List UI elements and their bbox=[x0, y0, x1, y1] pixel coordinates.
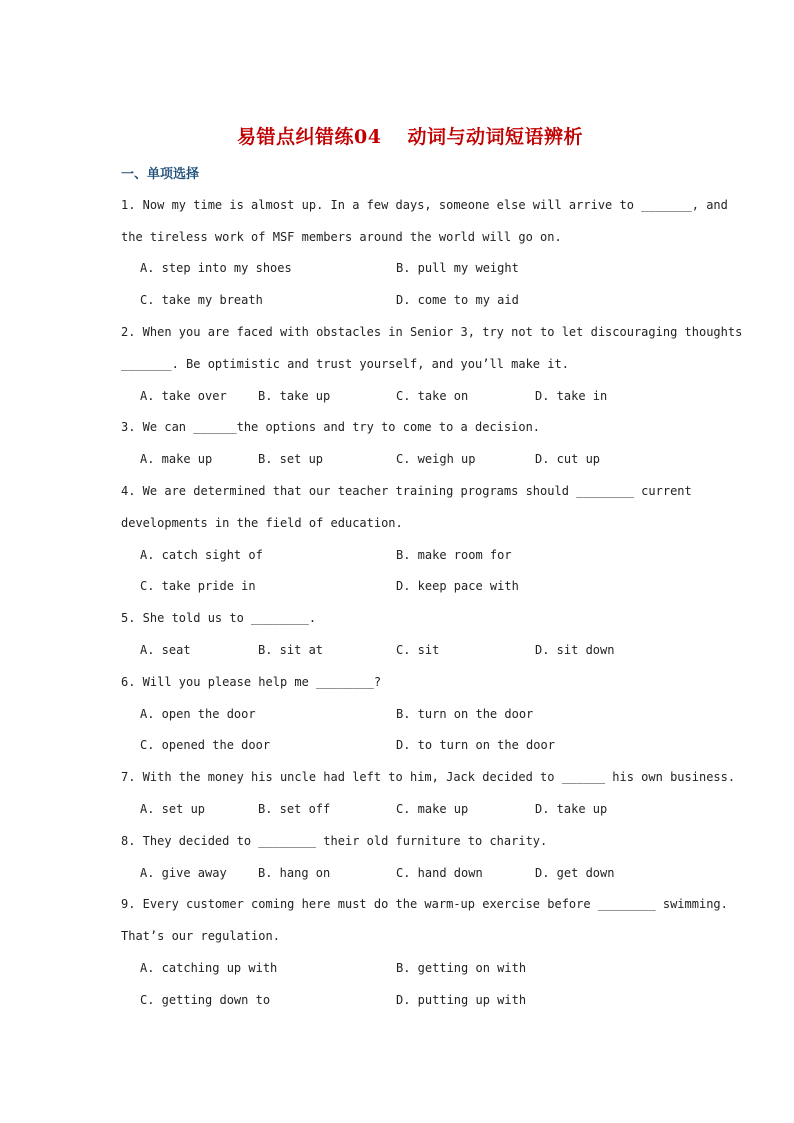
question-3-text: 3. We can ______the options and try to come to a decision. bbox=[121, 420, 541, 434]
question-3-option-b: B. set up bbox=[258, 452, 324, 466]
question-9-option-c: C. getting down to bbox=[140, 993, 271, 1007]
question-9-option-b: B. getting on with bbox=[396, 961, 527, 975]
question-7-option-d: D. take up bbox=[535, 802, 608, 816]
question-2-text: 2. When you are faced with obstacles in Senior 3, try not to let discouraging thoughts bbox=[121, 325, 743, 339]
question-6-text: 6. Will you please help me ________? bbox=[121, 675, 382, 689]
title-code: 易错点纠错练04 bbox=[237, 126, 382, 148]
question-5-option-b: B. sit at bbox=[258, 643, 324, 657]
question-3-option-c: C. weigh up bbox=[396, 452, 476, 466]
question-4-option-d: D. keep pace with bbox=[396, 579, 519, 593]
question-5-option-c: C. sit bbox=[396, 643, 440, 657]
question-5-option-d: D. sit down bbox=[535, 643, 615, 657]
question-5-option-a: A. seat bbox=[140, 643, 191, 657]
title-topic: 动词与动词短语辨析 bbox=[407, 126, 583, 148]
question-6-option-c: C. opened the door bbox=[140, 738, 271, 752]
question-9-text-cont: That’s our regulation. bbox=[121, 929, 280, 943]
question-6-option-d: D. to turn on the door bbox=[396, 738, 555, 752]
question-2-option-a: A. take over bbox=[140, 389, 227, 403]
question-3-option-d: D. cut up bbox=[535, 452, 601, 466]
question-8-option-b: B. hang on bbox=[258, 866, 331, 880]
question-4-text: 4. We are determined that our teacher training programs should ________ current bbox=[121, 484, 692, 498]
question-7-option-a: A. set up bbox=[140, 802, 206, 816]
question-6-option-b: B. turn on the door bbox=[396, 707, 534, 721]
question-3-option-a: A. make up bbox=[140, 452, 213, 466]
question-1-text-cont: the tireless work of MSF members around the world will go on. bbox=[121, 230, 562, 244]
question-4-text-cont: developments in the field of education. bbox=[121, 516, 403, 530]
question-2-option-d: D. take in bbox=[535, 389, 608, 403]
question-1-option-c: C. take my breath bbox=[140, 293, 263, 307]
question-7-option-b: B. set off bbox=[258, 802, 331, 816]
page-title bbox=[0, 122, 794, 149]
question-7-option-c: C. make up bbox=[396, 802, 469, 816]
question-2-text-cont: _______. Be optimistic and trust yourself, and you’ll make it. bbox=[121, 357, 569, 371]
question-4-option-b: B. make room for bbox=[396, 548, 512, 562]
question-9-option-a: A. catching up with bbox=[140, 961, 278, 975]
section-heading: 一、单项选择 bbox=[121, 167, 200, 182]
question-4-option-a: A. catch sight of bbox=[140, 548, 263, 562]
question-1-option-b: B. pull my weight bbox=[396, 261, 519, 275]
question-1-option-a: A. step into my shoes bbox=[140, 261, 292, 275]
question-8-option-c: C. hand down bbox=[396, 866, 483, 880]
question-2-option-c: C. take on bbox=[396, 389, 469, 403]
question-7-text: 7. With the money his uncle had left to him, Jack decided to ______ his own business. bbox=[121, 770, 736, 784]
question-8-option-a: A. give away bbox=[140, 866, 227, 880]
question-9-option-d: D. putting up with bbox=[396, 993, 527, 1007]
question-8-text: 8. They decided to ________ their old furniture to charity. bbox=[121, 834, 548, 848]
question-8-option-d: D. get down bbox=[535, 866, 615, 880]
question-6-option-a: A. open the door bbox=[140, 707, 256, 721]
question-1-text: 1. Now my time is almost up. In a few days, someone else will arrive to _______, and bbox=[121, 198, 728, 212]
question-5-text: 5. She told us to ________. bbox=[121, 611, 317, 625]
question-9-text: 9. Every customer coming here must do the warm-up exercise before ________ swimming. bbox=[121, 897, 728, 911]
question-1-option-d: D. come to my aid bbox=[396, 293, 519, 307]
question-2-option-b: B. take up bbox=[258, 389, 331, 403]
question-4-option-c: C. take pride in bbox=[140, 579, 256, 593]
